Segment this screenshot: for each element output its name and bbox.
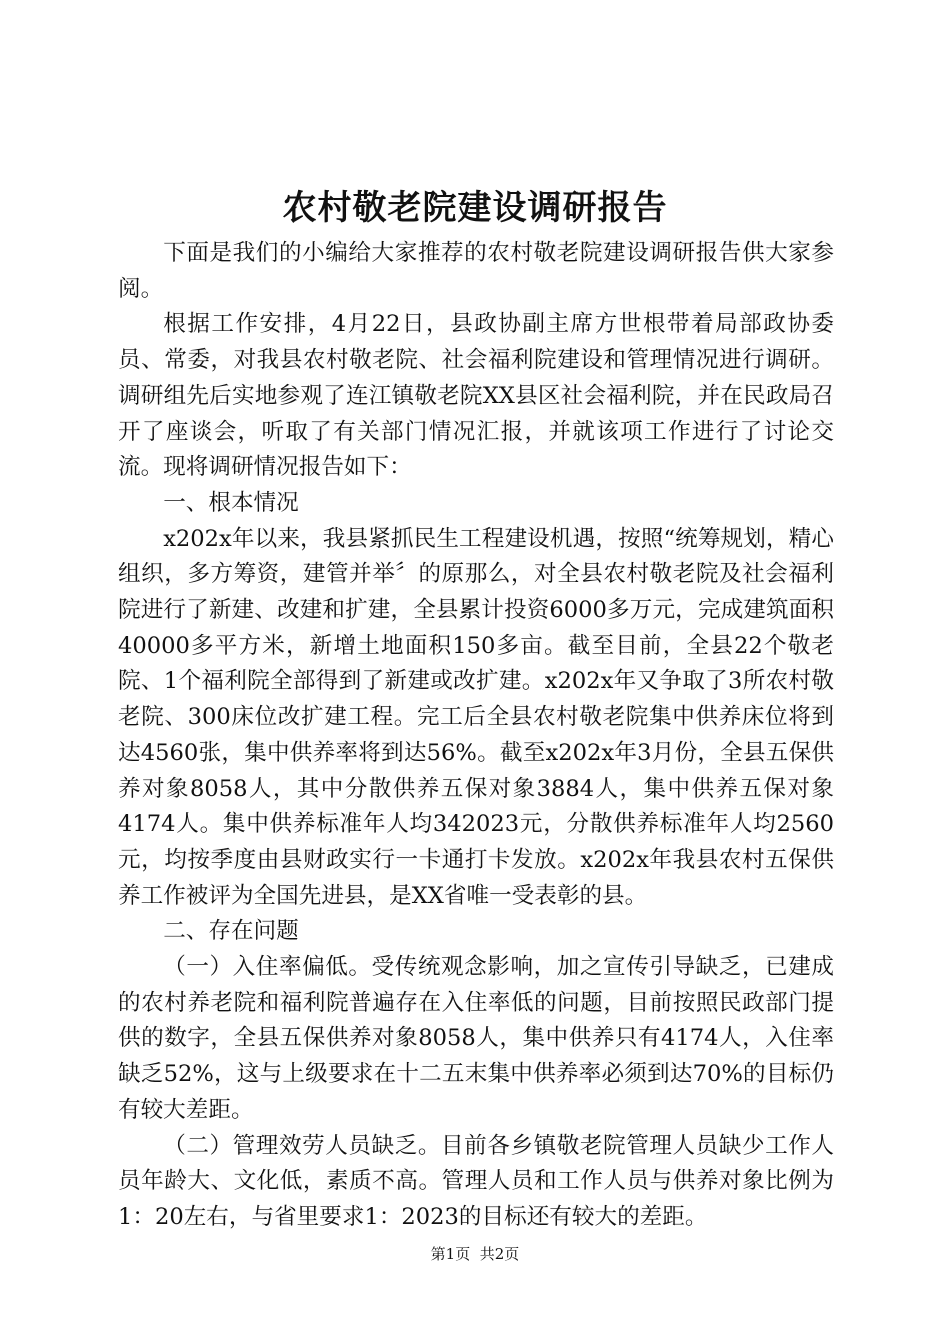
- section-heading-problems: 二、存在问题: [163, 918, 299, 945]
- page-number: 第1页: [430, 1245, 471, 1263]
- problem-staff-paragraph: （二）管理效劳人员缺乏。目前各乡镇敬老院管理人员缺少工作人员年龄大、文化低，素质不高。管理人员和工作人员与供养对象比例为1：20左右，与省里要求1：2023的目标还有较大的差距。: [118, 1132, 834, 1230]
- basic-situation-paragraph: x202x年以来，我县紧抓民生工程建设机遇，按照“统筹规划，精心组织，多方筹资，建管并举〞的原那么，对全县农村敬老院及社会福利院进行了新建、改建和扩建，全县累计投资6000多万元，完成建筑面积40000多平方米，新增土地面积150多亩。截至目前，全县22个敬老院、1个福利院全部得到了新建或改扩建。x202x年又争取了3所农村敬老院、300床位改扩建工程。完工后全县农村敬老院集中供养床位将到达4560张，集中供养率将到达56%。截至x202x年3月份，全县五保供养对象8058人，其中分散供养五保对象3884人，集中供养五保对象4174人。集中供养标准年人均342023元，分散供养标准年人均2560元，均按季度由县财政实行一卡通打卡发放。x202x年我县农村五保供养工作被评为全国先进县，是XX省唯一受表彰的县。: [118, 525, 834, 909]
- problem-occupancy-paragraph: （一）入住率偏低。受传统观念影响，加之宣传引导缺乏，已建成的农村养老院和福利院普遍存在入住率低的问题，目前按照民政部门提供的数字，全县五保供养对象8058人，集中供养只有4174人，入住率缺乏52%，这与上级要求在十二五末集中供养率必须到达70%的目标仍有较大差距。: [118, 954, 834, 1123]
- document-body: [118, 236, 834, 1236]
- page-title: 农村敬老院建设调研报告: [282, 188, 668, 228]
- section-heading-basic-situation: 一、根本情况: [163, 489, 299, 516]
- page-footer: [0, 1244, 950, 1264]
- background-paragraph: 根据工作安排，4月22日，县政协副主席方世根带着局部政协委员、常委，对我县农村敬老院、社会福利院建设和管理情况进行调研。调研组先后实地参观了连江镇敬老院XX县区社会福利院，并在民政局召开了座谈会，听取了有关部门情况汇报，并就该项工作进行了讨论交流。现将调研情况报告如下：: [118, 311, 834, 481]
- page-total: 共2页: [479, 1245, 520, 1263]
- intro-paragraph: 下面是我们的小编给大家推荐的农村敬老院建设调研报告供大家参阅。: [118, 240, 834, 302]
